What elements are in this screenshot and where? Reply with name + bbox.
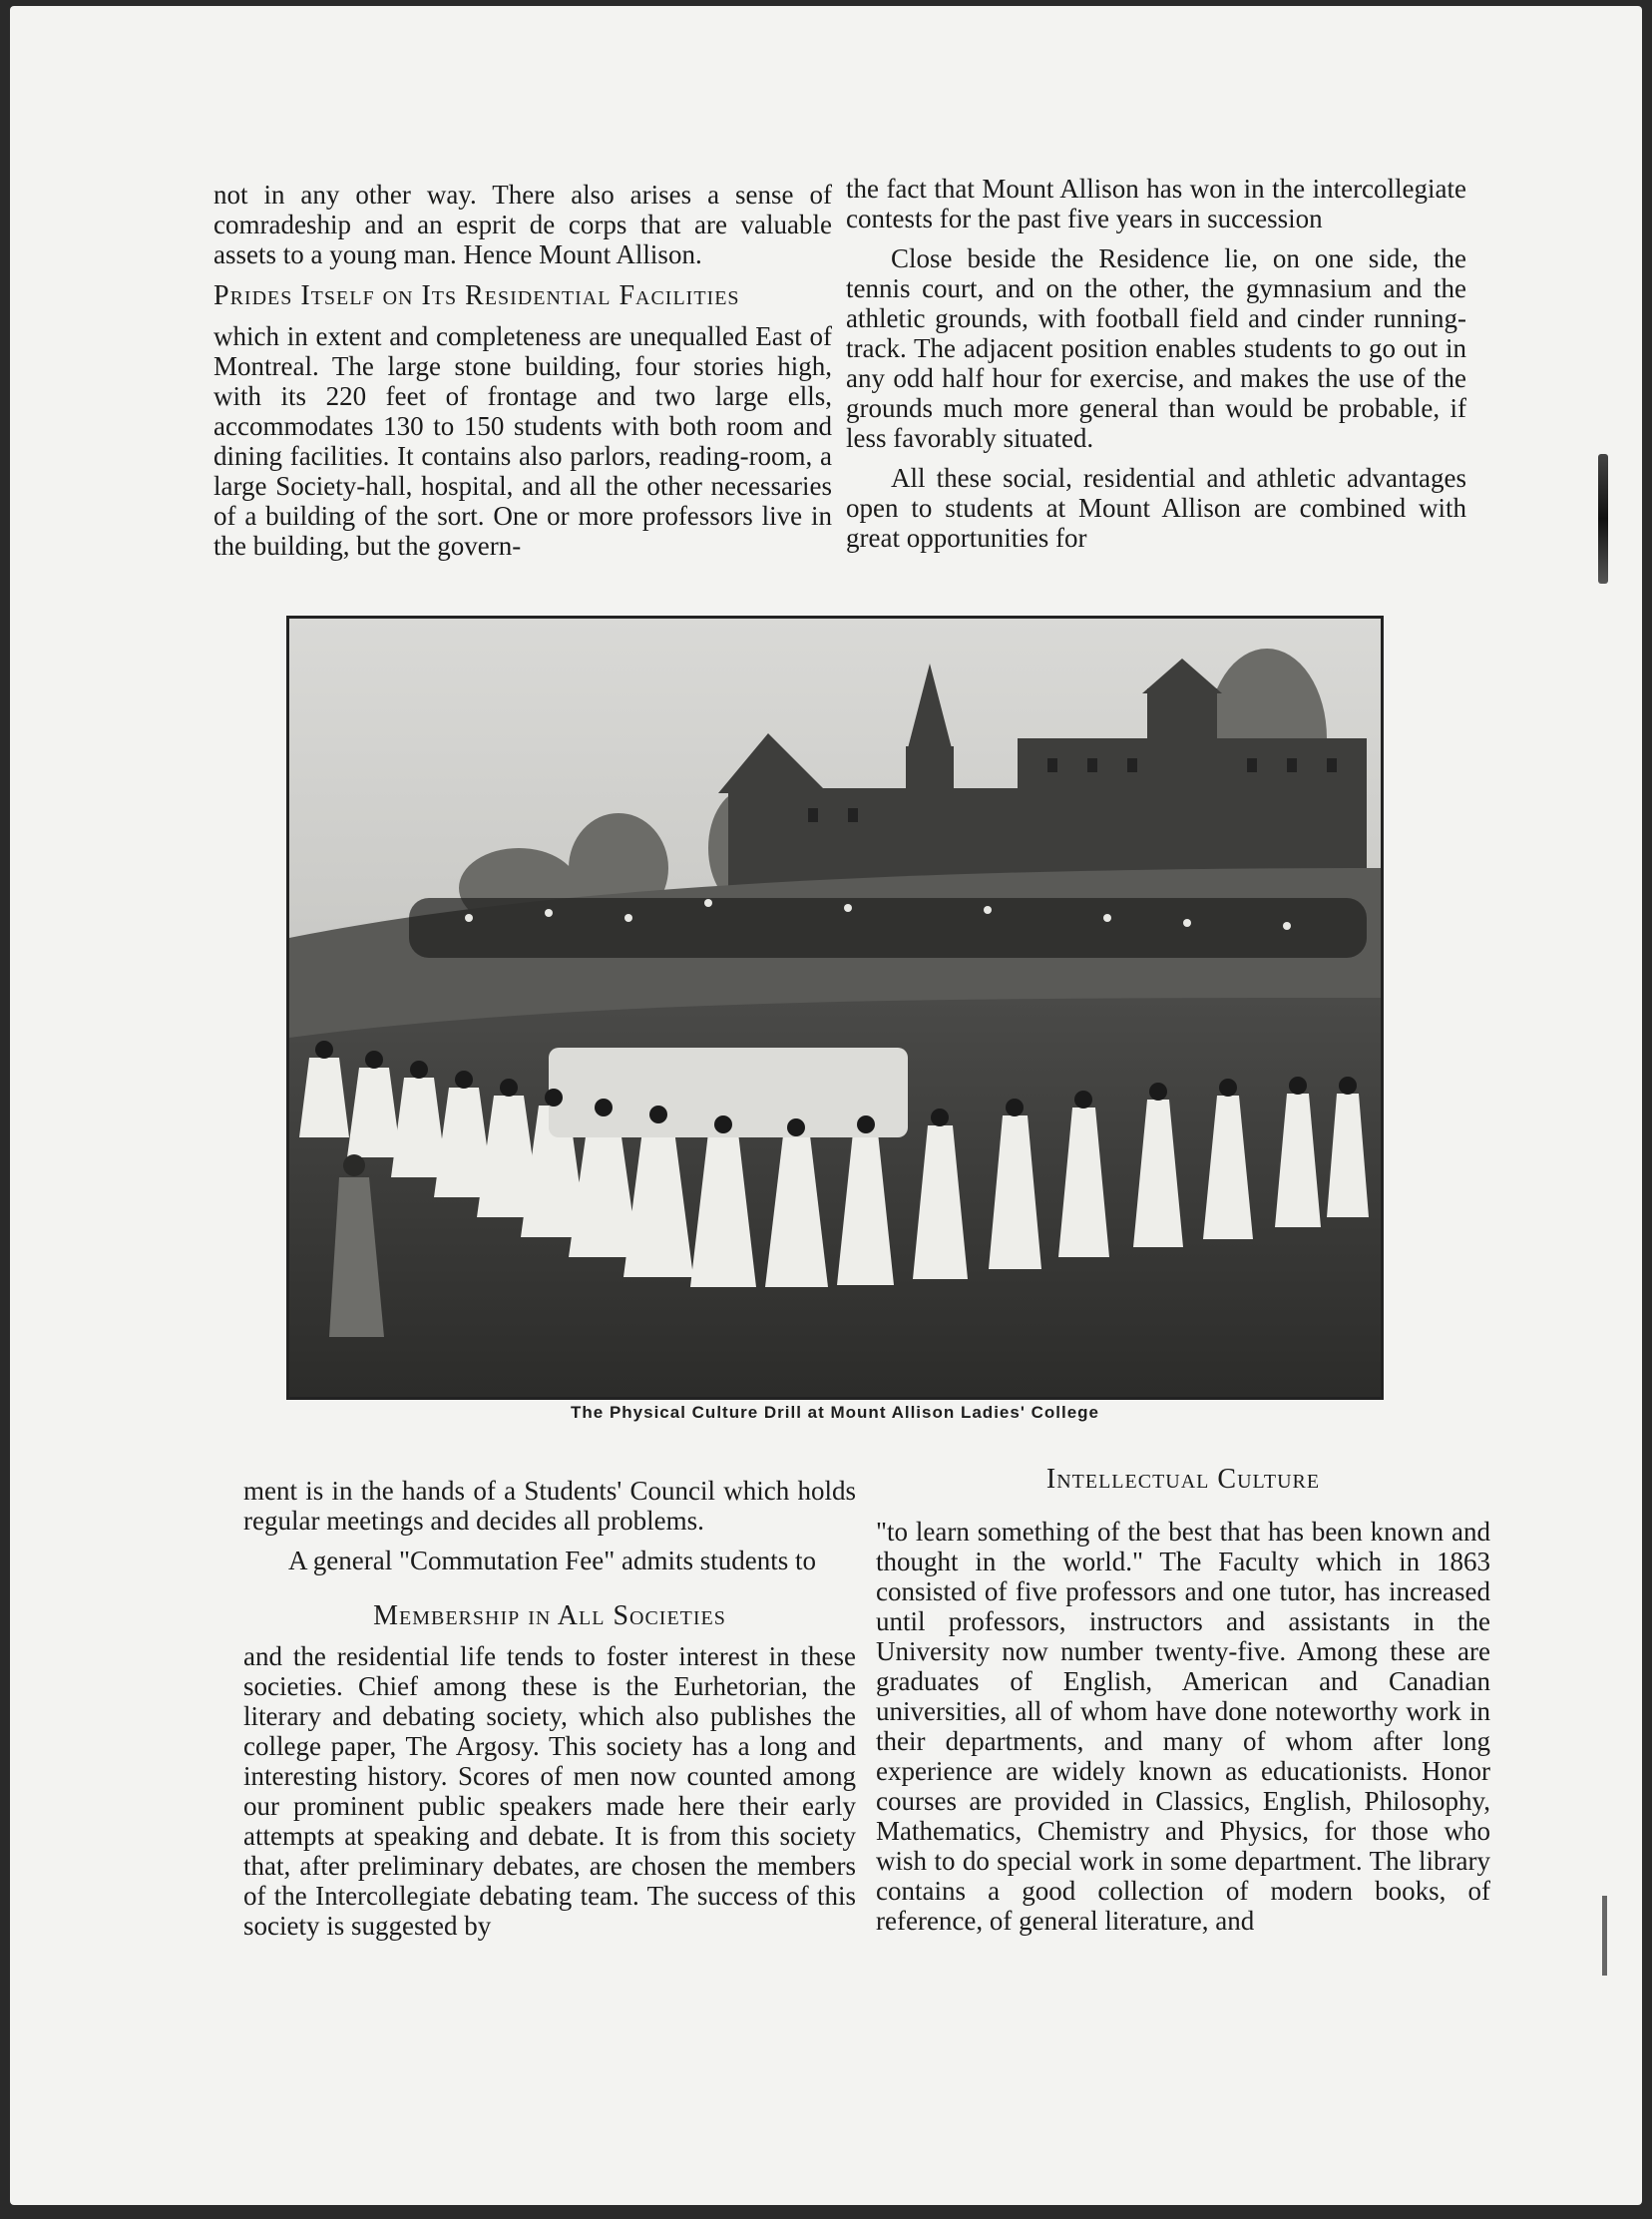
paragraph: "to learn something of the best that has been known and thought in the world." The Faculty which in 1863 consisted of five professors and one tutor, has increased until professors, instructors and assistants in the University now number twenty-five. Among these are graduates of English, American and Canadian universities, all of whom have done noteworthy work in their departments, and many of whom after long experience are widely known as educationists. Honor courses are provided in Classics, English, Philosophy, Mathematics, Chemistry and Physics, for those who wish to do special work in some department. The library contains a good collection of modern books, of reference, of general literature, and <box>876 1517 1490 1936</box>
paragraph: the fact that Mount Allison has won in the intercollegiate contests for the past five years in succession <box>846 174 1466 233</box>
paragraph: which in extent and completeness are unequalled East of Montreal. The large stone building, four stories high, with its 220 feet of frontage and two large ells, accommodates 130 to 150 students with both room and dining facilities. It contains also parlors, reading-room, a large Society-hall, hospital, and all the other necessaries of a building of the sort. One or more professors live in the building, but the govern- <box>213 321 832 561</box>
photograph-drill <box>286 616 1384 1400</box>
photo-caption: The Physical Culture Drill at Mount Allison Ladies' College <box>571 1403 1099 1422</box>
paragraph: ment is in the hands of a Students' Council which holds regular meetings and decides all problems. <box>243 1476 856 1536</box>
section-heading: Prides Itself on Its Residential Facilities <box>213 280 740 311</box>
paragraph: A general "Commutation Fee" admits students to <box>288 1546 816 1575</box>
section-heading: Membership in All Societies <box>373 1600 726 1631</box>
column-bottom-left <box>243 1476 856 1941</box>
column-top-left <box>213 180 832 561</box>
paragraph: and the residential life tends to foster interest in these societies. Chief among these is the Eurhetorian, the literary and debating society, which also publishes the college paper, The Argosy. This society has a long and interesting history. Scores of men now counted among our prominent public speakers made here their early attempts at speaking and debate. It is from this society that, after preliminary debates, are chosen the members of the Intercollegiate debating team. The success of this society is suggested by <box>243 1641 856 1941</box>
photo-illustration <box>289 619 1381 1397</box>
binding-mark <box>1602 1896 1607 1976</box>
paragraph: not in any other way. There also arises a sense of comradeship and an esprit de corps that are valuable assets to a young man. Hence Mount Allison. <box>213 180 832 269</box>
paragraph: Close beside the Residence lie, on one side, the tennis court, and on the other, the gymnasium and the athletic grounds, with football field and cinder running-track. The adjacent position enables students to go out in any odd half hour for exercise, and makes the use of the grounds much more general than would be probable, if less favorably situated. <box>846 243 1466 453</box>
binding-mark <box>1598 454 1608 584</box>
document-page <box>10 6 1642 2205</box>
section-heading: Intellectual Culture <box>1045 1464 1321 1495</box>
column-bottom-right <box>876 1465 1490 1936</box>
paragraph: All these social, residential and athletic advantages open to students at Mount Allison are combined with great opportunities for <box>846 463 1466 553</box>
column-top-right <box>846 174 1466 553</box>
